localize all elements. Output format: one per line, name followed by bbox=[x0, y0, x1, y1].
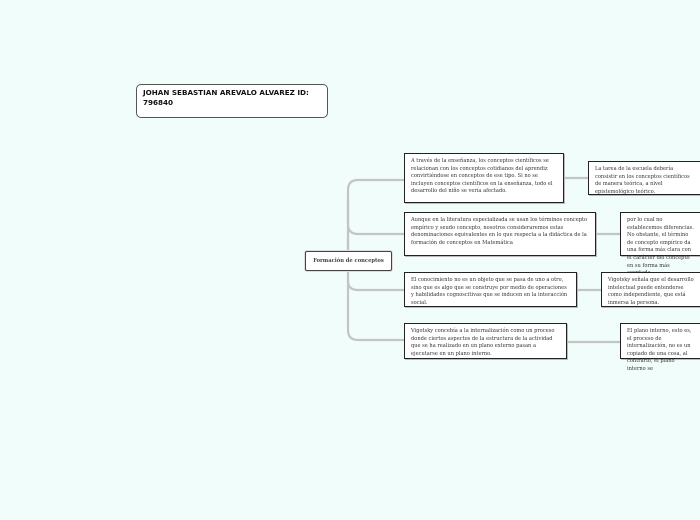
child-node-4[interactable] bbox=[620, 323, 700, 372]
connector-branch-2 bbox=[348, 200, 404, 234]
author-title-box[interactable] bbox=[136, 84, 328, 118]
branch-node-3-text: El conocimiento no es un objeto que se pasa de uno a otro, sino que es algo que se construye por medio de operaciones y habilidades cognoscitivas que se inducen en la interacción social. bbox=[411, 277, 568, 306]
branch-node-2[interactable] bbox=[404, 212, 596, 256]
branch-node-4-text: Vigotsky concebía a la internalización como un proceso donde ciertos aspectos de la estructura de la actividad que se ha realizado en un plano externo pasan a ejecutarse en un plano interno. bbox=[411, 328, 555, 357]
branch-node-2-text: Aunque en la literatura especializada se usan los términos concepto empírico y seudo concepto, nosotros consideraremos estas denominaciones equivalentes en lo que respecta a la didáctica de la formación de conceptos en Matemática bbox=[411, 217, 588, 246]
child-node-3-text: Vigotsky señala que el desarrollo intelectual puede entenderse como independiente, que está inmersa la persona. bbox=[608, 277, 694, 306]
child-node-2-text: por lo cual no establecemos diferencias. No obstante, el término de concepto empírico da una forma más clara con el carácter del concepto en su forma más bbox=[627, 217, 694, 269]
author-title-text: JOHAN SEBASTIAN AREVALO ALVAREZ ID: 796840 bbox=[143, 88, 309, 107]
child-node-1[interactable] bbox=[588, 161, 700, 195]
branch-node-3[interactable] bbox=[404, 272, 577, 307]
branch-node-1[interactable] bbox=[404, 153, 564, 203]
branch-node-4[interactable] bbox=[404, 323, 567, 359]
child-node-1-text: La tarea de la escuela debería consistir en los conceptos científicos de manera teórica, a nivel epistemológico teórico. bbox=[595, 166, 690, 195]
child-node-2[interactable] bbox=[620, 212, 700, 269]
connector-trunk bbox=[348, 180, 404, 260]
central-topic-label: Formación de conceptos bbox=[313, 258, 384, 264]
child-node-4-text: El plano interno, esto es, el proceso de internalización, no es un copiado de una cosa, al contrario, el plano interno se bbox=[627, 328, 692, 372]
central-topic-node[interactable] bbox=[305, 251, 392, 271]
child-node-3[interactable] bbox=[601, 272, 700, 307]
branch-node-1-text: A través de la enseñanza, los conceptos científicos se relacionan con los conceptos cotidianos del aprendiz convirtiéndose en conceptos de ese tipo. Si no se incluyen conceptos científicos en la enseñanza, todo el desarrollo del niño se vería afectado. bbox=[411, 158, 553, 195]
